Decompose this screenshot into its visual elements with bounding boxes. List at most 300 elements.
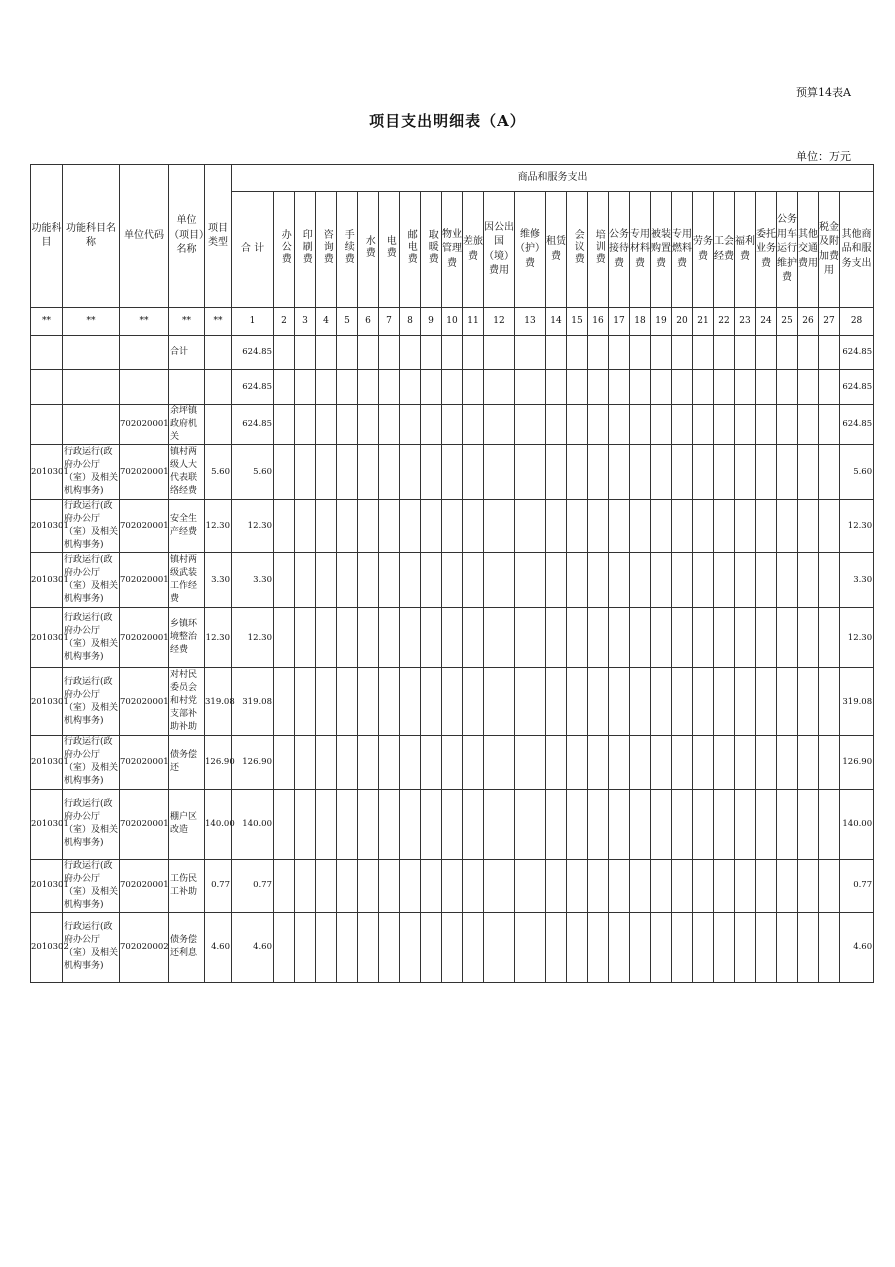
other-expense-cell: 12.30	[840, 500, 874, 553]
empty-cell	[484, 370, 515, 405]
col-vehicle: 公务用车运行维护费	[777, 192, 798, 308]
total-cell: 624.85	[232, 370, 274, 405]
empty-cell	[756, 553, 777, 608]
empty-cell	[567, 912, 588, 982]
empty-cell	[630, 500, 651, 553]
empty-cell	[735, 912, 756, 982]
empty-cell	[819, 859, 840, 912]
empty-cell	[337, 445, 358, 500]
empty-cell	[819, 445, 840, 500]
col-reception: 公务接待费	[609, 192, 630, 308]
empty-cell	[693, 736, 714, 789]
other-expense-cell: 624.85	[840, 405, 874, 445]
empty-cell	[798, 500, 819, 553]
other-expense-cell: 624.85	[840, 336, 874, 370]
index-number: 16	[588, 308, 609, 336]
empty-cell	[777, 370, 798, 405]
empty-cell	[630, 445, 651, 500]
project-type-cell	[205, 336, 232, 370]
empty-cell	[442, 608, 463, 668]
empty-cell	[588, 445, 609, 500]
empty-cell	[609, 405, 630, 445]
empty-cell	[295, 912, 316, 982]
empty-cell	[442, 668, 463, 736]
table-row	[31, 912, 874, 982]
empty-cell	[588, 553, 609, 608]
empty-cell	[735, 668, 756, 736]
empty-cell	[515, 789, 546, 859]
index-number: 17	[609, 308, 630, 336]
empty-cell	[609, 553, 630, 608]
col-property: 物业管理费	[442, 192, 463, 308]
other-expense-cell: 319.08	[840, 668, 874, 736]
empty-cell	[567, 608, 588, 668]
index-star: **	[169, 308, 205, 336]
empty-cell	[567, 736, 588, 789]
empty-cell	[358, 500, 379, 553]
total-cell: 126.90	[232, 736, 274, 789]
table-row	[31, 370, 874, 405]
empty-cell	[714, 912, 735, 982]
empty-cell	[484, 789, 515, 859]
empty-cell	[798, 405, 819, 445]
empty-cell	[693, 445, 714, 500]
empty-cell	[463, 553, 484, 608]
empty-cell	[609, 668, 630, 736]
empty-cell	[484, 553, 515, 608]
table-row	[31, 500, 874, 553]
empty-cell	[358, 668, 379, 736]
empty-cell	[735, 336, 756, 370]
empty-cell	[609, 500, 630, 553]
empty-cell	[609, 859, 630, 912]
empty-cell	[421, 445, 442, 500]
empty-cell	[316, 370, 337, 405]
empty-cell	[819, 405, 840, 445]
empty-cell	[567, 553, 588, 608]
empty-cell	[274, 859, 295, 912]
empty-cell	[777, 500, 798, 553]
other-expense-cell: 4.60	[840, 912, 874, 982]
empty-cell	[651, 445, 672, 500]
empty-cell	[756, 370, 777, 405]
unit-code-cell: 702020001	[120, 405, 169, 445]
empty-cell	[588, 859, 609, 912]
empty-cell	[672, 500, 693, 553]
table-row	[31, 859, 874, 912]
empty-cell	[379, 445, 400, 500]
empty-cell	[735, 445, 756, 500]
project-type-cell: 5.60	[205, 445, 232, 500]
col-abroad: 因公出国（境）费用	[484, 192, 515, 308]
func-name-cell	[63, 370, 120, 405]
func-code-cell: 2010301	[31, 859, 63, 912]
total-cell: 3.30	[232, 553, 274, 608]
other-expense-cell: 5.60	[840, 445, 874, 500]
empty-cell	[630, 370, 651, 405]
empty-cell	[567, 405, 588, 445]
empty-cell	[630, 859, 651, 912]
empty-cell	[421, 405, 442, 445]
col-printing: 印刷费	[295, 192, 316, 308]
empty-cell	[274, 912, 295, 982]
total-cell: 624.85	[232, 336, 274, 370]
index-number: 12	[484, 308, 515, 336]
empty-cell	[693, 789, 714, 859]
empty-cell	[630, 668, 651, 736]
empty-cell	[672, 553, 693, 608]
empty-cell	[798, 668, 819, 736]
col-total: 合 计	[232, 192, 274, 308]
index-number: 18	[630, 308, 651, 336]
table-row	[31, 336, 874, 370]
empty-cell	[819, 370, 840, 405]
empty-cell	[379, 405, 400, 445]
empty-cell	[609, 736, 630, 789]
empty-cell	[798, 553, 819, 608]
empty-cell	[777, 859, 798, 912]
total-cell: 140.00	[232, 789, 274, 859]
project-type-cell: 3.30	[205, 553, 232, 608]
col-consulting: 咨询费	[316, 192, 337, 308]
empty-cell	[546, 405, 567, 445]
empty-cell	[588, 912, 609, 982]
empty-cell	[651, 668, 672, 736]
func-code-cell: 2010301	[31, 668, 63, 736]
empty-cell	[463, 370, 484, 405]
other-expense-cell: 624.85	[840, 370, 874, 405]
empty-cell	[609, 789, 630, 859]
empty-cell	[358, 445, 379, 500]
total-cell: 319.08	[232, 668, 274, 736]
empty-cell	[672, 736, 693, 789]
empty-cell	[442, 370, 463, 405]
empty-cell	[400, 608, 421, 668]
empty-cell	[295, 789, 316, 859]
empty-cell	[546, 912, 567, 982]
empty-cell	[421, 336, 442, 370]
empty-cell	[463, 608, 484, 668]
col-unit-name: 单位（项目）名称	[169, 165, 205, 308]
func-name-cell: 行政运行(政府办公厅（室）及相关机构事务)	[63, 553, 120, 608]
empty-cell	[295, 736, 316, 789]
col-travel: 差旅费	[463, 192, 484, 308]
empty-cell	[358, 859, 379, 912]
empty-cell	[588, 370, 609, 405]
empty-cell	[672, 859, 693, 912]
unit-name-cell: 工伤民工补助	[169, 859, 205, 912]
empty-cell	[735, 736, 756, 789]
unit-name-cell: 乡镇环境整治经费	[169, 608, 205, 668]
empty-cell	[777, 736, 798, 789]
project-type-cell: 319.08	[205, 668, 232, 736]
unit-name-cell: 镇村两级武装工作经费	[169, 553, 205, 608]
empty-cell	[274, 789, 295, 859]
empty-cell	[693, 405, 714, 445]
empty-cell	[714, 608, 735, 668]
empty-cell	[777, 912, 798, 982]
empty-cell	[421, 608, 442, 668]
empty-cell	[463, 500, 484, 553]
empty-cell	[756, 668, 777, 736]
empty-cell	[819, 912, 840, 982]
empty-cell	[400, 370, 421, 405]
empty-cell	[442, 553, 463, 608]
empty-cell	[756, 912, 777, 982]
form-number: 预算14表A	[796, 86, 851, 99]
empty-cell	[358, 336, 379, 370]
func-code-cell	[31, 336, 63, 370]
func-code-cell: 2010301	[31, 608, 63, 668]
empty-cell	[358, 370, 379, 405]
empty-cell	[400, 789, 421, 859]
empty-cell	[421, 553, 442, 608]
table-row	[31, 445, 874, 500]
empty-cell	[777, 445, 798, 500]
unit-name-cell: 债务偿还	[169, 736, 205, 789]
empty-cell	[609, 912, 630, 982]
empty-cell	[400, 736, 421, 789]
empty-cell	[735, 405, 756, 445]
empty-cell	[274, 370, 295, 405]
empty-cell	[316, 445, 337, 500]
index-number: 1	[232, 308, 274, 336]
empty-cell	[756, 859, 777, 912]
empty-cell	[819, 668, 840, 736]
empty-cell	[714, 859, 735, 912]
index-number: 20	[672, 308, 693, 336]
empty-cell	[756, 736, 777, 789]
col-training: 培训费	[588, 192, 609, 308]
empty-cell	[777, 668, 798, 736]
empty-cell	[515, 668, 546, 736]
empty-cell	[756, 789, 777, 859]
empty-cell	[630, 405, 651, 445]
empty-cell	[274, 668, 295, 736]
project-type-cell: 0.77	[205, 859, 232, 912]
empty-cell	[295, 553, 316, 608]
empty-cell	[819, 608, 840, 668]
empty-cell	[693, 608, 714, 668]
col-rent: 租赁费	[546, 192, 567, 308]
empty-cell	[798, 445, 819, 500]
unit-code-cell	[120, 336, 169, 370]
index-number: 26	[798, 308, 819, 336]
project-type-cell: 126.90	[205, 736, 232, 789]
empty-cell	[651, 912, 672, 982]
empty-cell	[651, 336, 672, 370]
empty-cell	[379, 370, 400, 405]
empty-cell	[693, 370, 714, 405]
empty-cell	[714, 445, 735, 500]
other-expense-cell: 0.77	[840, 859, 874, 912]
empty-cell	[588, 608, 609, 668]
project-type-cell: 12.30	[205, 500, 232, 553]
empty-cell	[316, 405, 337, 445]
empty-cell	[735, 859, 756, 912]
empty-cell	[484, 859, 515, 912]
empty-cell	[463, 336, 484, 370]
empty-cell	[693, 553, 714, 608]
unit-name-cell: 安全生产经费	[169, 500, 205, 553]
empty-cell	[358, 912, 379, 982]
func-name-cell: 行政运行(政府办公厅（室）及相关机构事务)	[63, 608, 120, 668]
total-cell: 12.30	[232, 608, 274, 668]
empty-cell	[484, 500, 515, 553]
col-handling: 手续费	[337, 192, 358, 308]
unit-name-cell: 债务偿还利息	[169, 912, 205, 982]
empty-cell	[630, 789, 651, 859]
empty-cell	[400, 912, 421, 982]
unit-code-cell: 702020001	[120, 608, 169, 668]
expenditure-table	[30, 164, 874, 983]
project-type-cell: 12.30	[205, 608, 232, 668]
empty-cell	[295, 370, 316, 405]
empty-cell	[295, 405, 316, 445]
empty-cell	[588, 500, 609, 553]
func-code-cell: 2010302	[31, 912, 63, 982]
empty-cell	[274, 553, 295, 608]
empty-cell	[756, 445, 777, 500]
empty-cell	[337, 736, 358, 789]
empty-cell	[546, 500, 567, 553]
empty-cell	[672, 336, 693, 370]
empty-cell	[400, 336, 421, 370]
empty-cell	[421, 370, 442, 405]
empty-cell	[672, 608, 693, 668]
empty-cell	[400, 553, 421, 608]
empty-cell	[798, 608, 819, 668]
table-row	[31, 736, 874, 789]
empty-cell	[421, 859, 442, 912]
col-material: 专用材料费	[630, 192, 651, 308]
total-cell: 4.60	[232, 912, 274, 982]
empty-cell	[609, 608, 630, 668]
empty-cell	[337, 500, 358, 553]
empty-cell	[651, 500, 672, 553]
empty-cell	[777, 336, 798, 370]
empty-cell	[295, 859, 316, 912]
empty-cell	[546, 553, 567, 608]
empty-cell	[400, 859, 421, 912]
unit-code-cell: 702020001	[120, 736, 169, 789]
col-office: 办公费	[274, 192, 295, 308]
empty-cell	[274, 445, 295, 500]
empty-cell	[316, 500, 337, 553]
col-unit-code: 单位代码	[120, 165, 169, 308]
index-number: 21	[693, 308, 714, 336]
empty-cell	[337, 370, 358, 405]
index-number: 5	[337, 308, 358, 336]
empty-cell	[798, 859, 819, 912]
empty-cell	[515, 370, 546, 405]
unit-code-cell: 702020002	[120, 912, 169, 982]
empty-cell	[651, 859, 672, 912]
empty-cell	[442, 500, 463, 553]
empty-cell	[567, 336, 588, 370]
empty-cell	[546, 859, 567, 912]
empty-cell	[295, 668, 316, 736]
empty-cell	[630, 736, 651, 789]
empty-cell	[274, 608, 295, 668]
empty-cell	[421, 668, 442, 736]
project-type-cell: 140.00	[205, 789, 232, 859]
col-other: 其他商品和服务支出	[840, 192, 874, 308]
empty-cell	[546, 789, 567, 859]
empty-cell	[337, 859, 358, 912]
index-number: 19	[651, 308, 672, 336]
func-code-cell	[31, 405, 63, 445]
empty-cell	[400, 405, 421, 445]
empty-cell	[274, 500, 295, 553]
empty-cell	[693, 500, 714, 553]
empty-cell	[630, 608, 651, 668]
func-code-cell: 2010301	[31, 500, 63, 553]
unit-code-cell: 702020001	[120, 789, 169, 859]
other-expense-cell: 126.90	[840, 736, 874, 789]
index-number: 7	[379, 308, 400, 336]
empty-cell	[651, 553, 672, 608]
table-row	[31, 553, 874, 608]
unit-name-cell	[169, 370, 205, 405]
other-expense-cell: 140.00	[840, 789, 874, 859]
empty-cell	[567, 859, 588, 912]
table-body	[31, 308, 874, 983]
total-cell: 0.77	[232, 859, 274, 912]
empty-cell	[546, 736, 567, 789]
col-func-code: 功能科目	[31, 165, 63, 308]
empty-cell	[714, 405, 735, 445]
empty-cell	[316, 668, 337, 736]
empty-cell	[546, 336, 567, 370]
index-star: **	[205, 308, 232, 336]
empty-cell	[546, 370, 567, 405]
table-row	[31, 789, 874, 859]
empty-cell	[777, 789, 798, 859]
empty-cell	[274, 336, 295, 370]
empty-cell	[316, 553, 337, 608]
col-maintenance: 维修（护）费	[515, 192, 546, 308]
empty-cell	[379, 500, 400, 553]
empty-cell	[337, 553, 358, 608]
empty-cell	[515, 405, 546, 445]
unit-code-cell	[120, 370, 169, 405]
empty-cell	[714, 336, 735, 370]
empty-cell	[735, 553, 756, 608]
unit-name-cell: 镇村两级人大代表联络经费	[169, 445, 205, 500]
unit-code-cell: 702020001	[120, 553, 169, 608]
unit-name-cell: 余坪镇政府机关	[169, 405, 205, 445]
col-uniform: 被装购置费	[651, 192, 672, 308]
empty-cell	[630, 912, 651, 982]
index-number: 2	[274, 308, 295, 336]
empty-cell	[756, 405, 777, 445]
empty-cell	[609, 370, 630, 405]
empty-cell	[798, 370, 819, 405]
empty-cell	[798, 912, 819, 982]
empty-cell	[515, 445, 546, 500]
unit-label: 单位：万元	[796, 150, 851, 163]
empty-cell	[379, 668, 400, 736]
col-func-name: 功能科目名称	[63, 165, 120, 308]
empty-cell	[546, 608, 567, 668]
empty-cell	[515, 859, 546, 912]
empty-cell	[463, 912, 484, 982]
col-labor: 劳务费	[693, 192, 714, 308]
empty-cell	[630, 553, 651, 608]
empty-cell	[337, 405, 358, 445]
empty-cell	[379, 859, 400, 912]
